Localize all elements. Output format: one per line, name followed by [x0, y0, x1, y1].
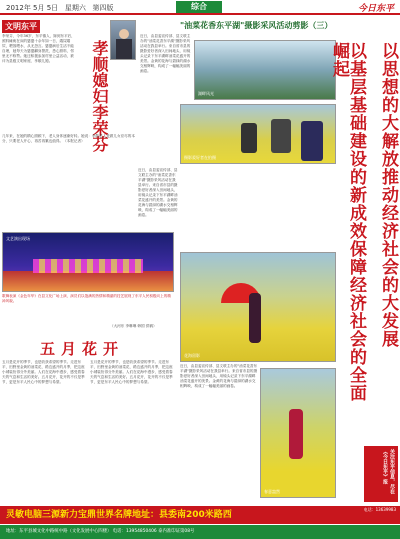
- article2-title: 五月花开: [40, 340, 125, 358]
- footer: 地址：东平县城文化中路统中路（文化发展中心四楼） 电话：13954850406 泰内准印证第08号: [0, 525, 400, 539]
- photographers-photo: 摄影爱好者在拍摄: [180, 104, 336, 164]
- feature-title: "油菜花香东平湖"摄影采风活动剪影（三）: [180, 21, 333, 30]
- woman-umbrella-photo: 花海留影: [180, 252, 336, 362]
- masthead: [0, 0, 400, 15]
- portrait-photo: [110, 20, 136, 60]
- section-tag: 综合: [176, 1, 222, 13]
- lake-photo: 湖畔风光: [194, 40, 336, 100]
- ad-contact: 电话：13639983: [363, 507, 396, 512]
- article2-body-2: 五月是花开的季节，也是收获希望的季节。走进东平，田野里金黄的油菜花、路边盛开的月季，把这座小城装扮得分外美丽。人们在花海中漫步，感受着春天的气息和生活的美好。五月花开，花开的不仅是季节，更是东平人民心中的梦想与希望。: [90, 360, 173, 384]
- slogan-column-1: 以思想的大解放推动经济社会的大发展: [378, 42, 398, 348]
- article2-author: （大河东 李琳琳 韩国 供稿）: [110, 324, 157, 328]
- flower-field-photo: 春意盎然: [260, 368, 336, 498]
- issue-date: 2012年 5月 5日 星期六 第四版: [6, 4, 114, 12]
- stage-photo-caption: 文艺演出现场: [6, 236, 30, 241]
- article1-title: 孝顺媳妇李荣芬: [90, 40, 109, 152]
- slogan-column-2: 以基层基础建设的新成效保障经济社会的全面崛起: [329, 42, 366, 402]
- section-label: 文明东平: [2, 20, 40, 33]
- article1-body: 李荣芬，今年36岁，东平镇人，嫁到东平后，照料瘫痪在床的婆婆十余年如一日，端屎端尿，喂饭喂水，从无怨言。婆婆病后生活不能自理，她每天为婆婆翻身擦洗，悉心照料，邻里无不称赞。她还积极参加村里公益活动，被评为县级文明家庭、孝顺儿媳。: [2, 34, 75, 63]
- feature-body-2: 近日，由县委宣传部、县文联主办的"油菜花香东平湖"摄影采风活动在我县举行。来自省市县的摄影爱好者深入田间地头，用镜头记录下东平湖畔油菜花盛开的美景。金黄的花海与碧绿的湖水交相辉映，构成了一幅幅美丽的画卷。: [138, 168, 178, 217]
- article2-body: 五月是花开的季节，也是收获希望的季节。走进东平，田野里金黄的油菜花、路边盛开的月季，把这座小城装扮得分外美丽。人们在花海中漫步，感受着春天的气息和生活的美好。五月花开，花开的不仅是季节，更是东平人民心中的梦想与希望。: [2, 360, 85, 384]
- promo-box: 关注东平信息，尽在《今日东平》报: [364, 446, 398, 502]
- ad-text: 灵敏电脑三源新力宝鼎世界名牌地址：县委南200米路西: [6, 510, 232, 520]
- advertisement-bar: [0, 506, 400, 524]
- feature-body-3: 近日，由县委宣传部、县文联主办的"油菜花香东平湖"摄影采风活动在我县举行。来自省市县的摄影爱好者深入田间地头，用镜头记录下东平湖畔油菜花盛开的美景。金黄的花海与碧绿的湖水交相辉映，构成了一幅幅美丽的画卷。: [180, 364, 258, 388]
- feature-body: 近日，由县委宣传部、县文联主办的"油菜花香东平湖"摄影采风活动在我县举行。来自省市县的摄影爱好者深入田间地头，用镜头记录下东平湖畔油菜花盛开的美景。金黄的花海与碧绿的湖水交相辉映，构成了一幅幅美丽的画卷。: [140, 34, 191, 73]
- stage-caption-text: 歌舞表演《金色年华》在县文化广场上演，演员们以饱满的热情和精湛的技艺展现了东平人民积极向上的精神风貌。: [2, 294, 171, 303]
- article1-body-2: 几年来，在她的精心照顾下，老人身体逐渐好转。她说：孝敬老人是做儿女应尽的本分，只要老人开心，再苦再累也值得。（本报记者）: [2, 134, 135, 143]
- newspaper-logo: 今日东平: [357, 4, 394, 14]
